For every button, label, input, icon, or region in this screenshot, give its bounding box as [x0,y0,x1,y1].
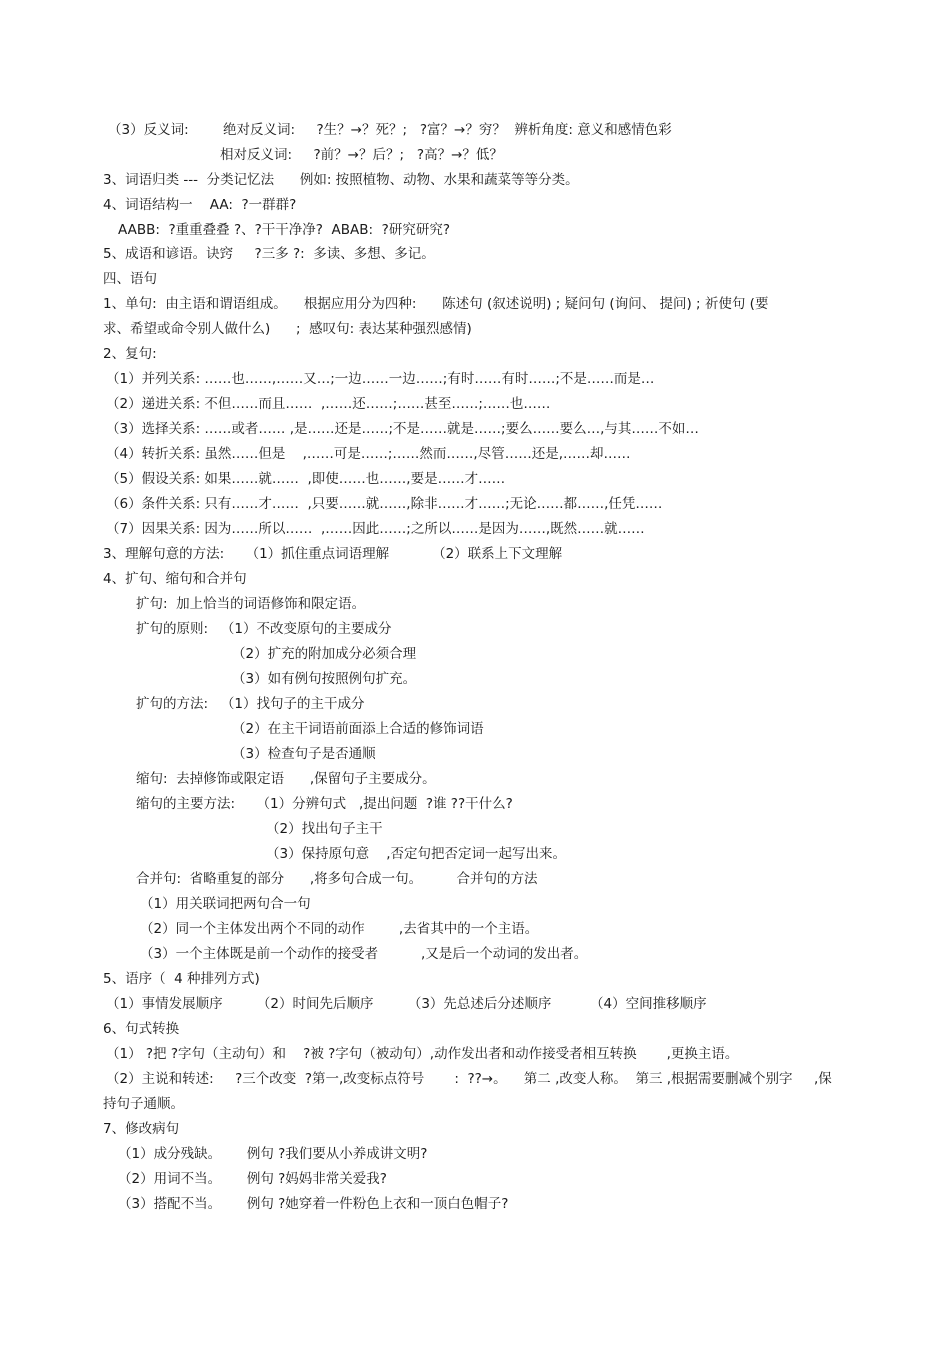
expand-definition-line: 扩句: 加上恰当的词语修饰和限定语。 [136,596,366,612]
fix-sentence-heading: 7、修改病句 [103,1121,180,1137]
sentence-transform-heading: 6、句式转换 [103,1021,180,1037]
shrink-method-2: （2）找出句子主干 [266,821,383,837]
relative-antonym-line: 相对反义词: ?前？→？后？; ?高？→？低？ [220,147,503,163]
merge-definition-line: 合并句: 省略重复的部分 ,将多句合成一句。 合并句的方法 [136,871,538,887]
merge-method-1: （1）用关联词把两句合一句 [140,896,311,912]
expand-principle-1: 扩句的原则: （1）不改变原句的主要成分 [136,621,392,637]
ba-bei-transform-line: （1） ?把 ?字句（主动句）和 ?被 ?字句（被动句）,动作发出者和动作接受者相互转换 ,更换主语。 [106,1046,739,1062]
choice-relation-line: （3）选择关系: ……或者…… ,是……还是……;不是……就是……;要么……要么…,与其……不如… [106,421,699,437]
progressive-relation-line: （2）递进关系: 不但……而且…… ,……还……;……甚至……;……也…… [106,396,551,412]
expand-method-3: （3）检查句子是否通顺 [232,746,376,762]
hypothesis-relation-line: （5）假设关系: 如果……就…… ,即使……也……,要是……才…… [106,471,506,487]
fix-wrong-word-line: （2）用词不当。 例句 ?妈妈非常关爱我? [118,1171,387,1187]
fix-mismatch-line: （3）搭配不当。 例句 ?她穿着一件粉色上衣和一顶白色帽子? [118,1196,509,1212]
shrink-method-1: 缩句的主要方法: （1）分辨句式 ,提出问题 ?谁 ??干什么? [136,796,513,812]
merge-method-3: （3）一个主体既是前一个动作的接受者 ,又是后一个动词的发出者。 [140,946,588,962]
complex-sentence-heading: 2、复句: [103,346,157,362]
expand-method-1: 扩句的方法: （1）找句子的主干成分 [136,696,365,712]
simple-sentence-line-1: 1、单句: 由主语和谓语组成。 根据应用分为四种: 陈述句 (叙述说明) ; 疑问句 (询问、 提问) ; 祈使句 (要 [103,296,769,312]
word-order-heading: 5、语序（ 4 种排列方式) [103,971,260,987]
merge-method-2: （2）同一个主体发出两个不同的动作 ,去省其中的一个主语。 [140,921,539,937]
expand-shrink-heading: 4、扩句、缩句和合并句 [103,571,247,587]
antonym-heading-line: （3）反义词: 绝对反义词: ?生？→？死？; ?富？→？穷？ 辨析角度: 意义和感情色彩 [108,122,672,138]
shrink-definition-line: 缩句: 去掉修饰或限定语 ,保留句子主要成分。 [136,771,436,787]
fix-missing-component-line: （1）成分残缺。 例句 ?我们要从小养成讲文明? [118,1146,428,1162]
expand-method-2: （2）在主干词语前面添上合适的修饰词语 [232,721,484,737]
word-structure-line: 4、词语结构一 AA: ?一群群? [103,197,297,213]
idioms-line: 5、成语和谚语。诀窍 ?三多 ?: 多读、多想、多记。 [103,246,435,262]
expand-principle-2: （2）扩充的附加成分必须合理 [232,646,417,662]
simple-sentence-line-2: 求、希望或命令别人做什么) ; 感叹句: 表达某种强烈感情) [103,321,472,337]
shrink-method-3: （3）保持原句意 ,否定句把否定词一起写出来。 [266,846,567,862]
condition-relation-line: （6）条件关系: 只有……才…… ,只要……就……,除非……才……;无论……都……,任凭…… [106,496,663,512]
word-classification-line: 3、词语归类 --- 分类记忆法 例如: 按照植物、动物、水果和蔬菜等等分类。 [103,172,579,188]
section-sentence-heading: 四、语句 [103,271,157,287]
direct-indirect-line-2: 持句子通顺。 [103,1096,184,1112]
understanding-method-line: 3、理解句意的方法: （1）抓住重点词语理解 （2）联系上下文理解 [103,546,563,562]
word-order-types-line: （1）事情发展顺序 （2）时间先后顺序 （3）先总述后分述顺序 （4）空间推移顺序 [106,996,707,1012]
aabb-abab-line: AABB: ?重重叠叠 ?、?干干净净? ABAB: ?研究研究? [118,222,450,238]
turning-relation-line: （4）转折关系: 虽然……但是 ,……可是……;……然而……,尽管……还是,……却…… [106,446,631,462]
parallel-relation-line: （1）并列关系: ……也……,……又…;一边……一边……;有时……有时……;不是……而是… [106,371,655,387]
direct-indirect-line-1: （2）主说和转述: ?三个改变 ?第一,改变标点符号 : ??→。 第二 ,改变人称。 第三 ,根据需要删减个别字 ,保 [106,1071,832,1087]
cause-relation-line: （7）因果关系: 因为……所以…… ,……因此……;之所以……是因为……,既然……就…… [106,521,645,537]
expand-principle-3: （3）如有例句按照例句扩充。 [232,671,417,687]
